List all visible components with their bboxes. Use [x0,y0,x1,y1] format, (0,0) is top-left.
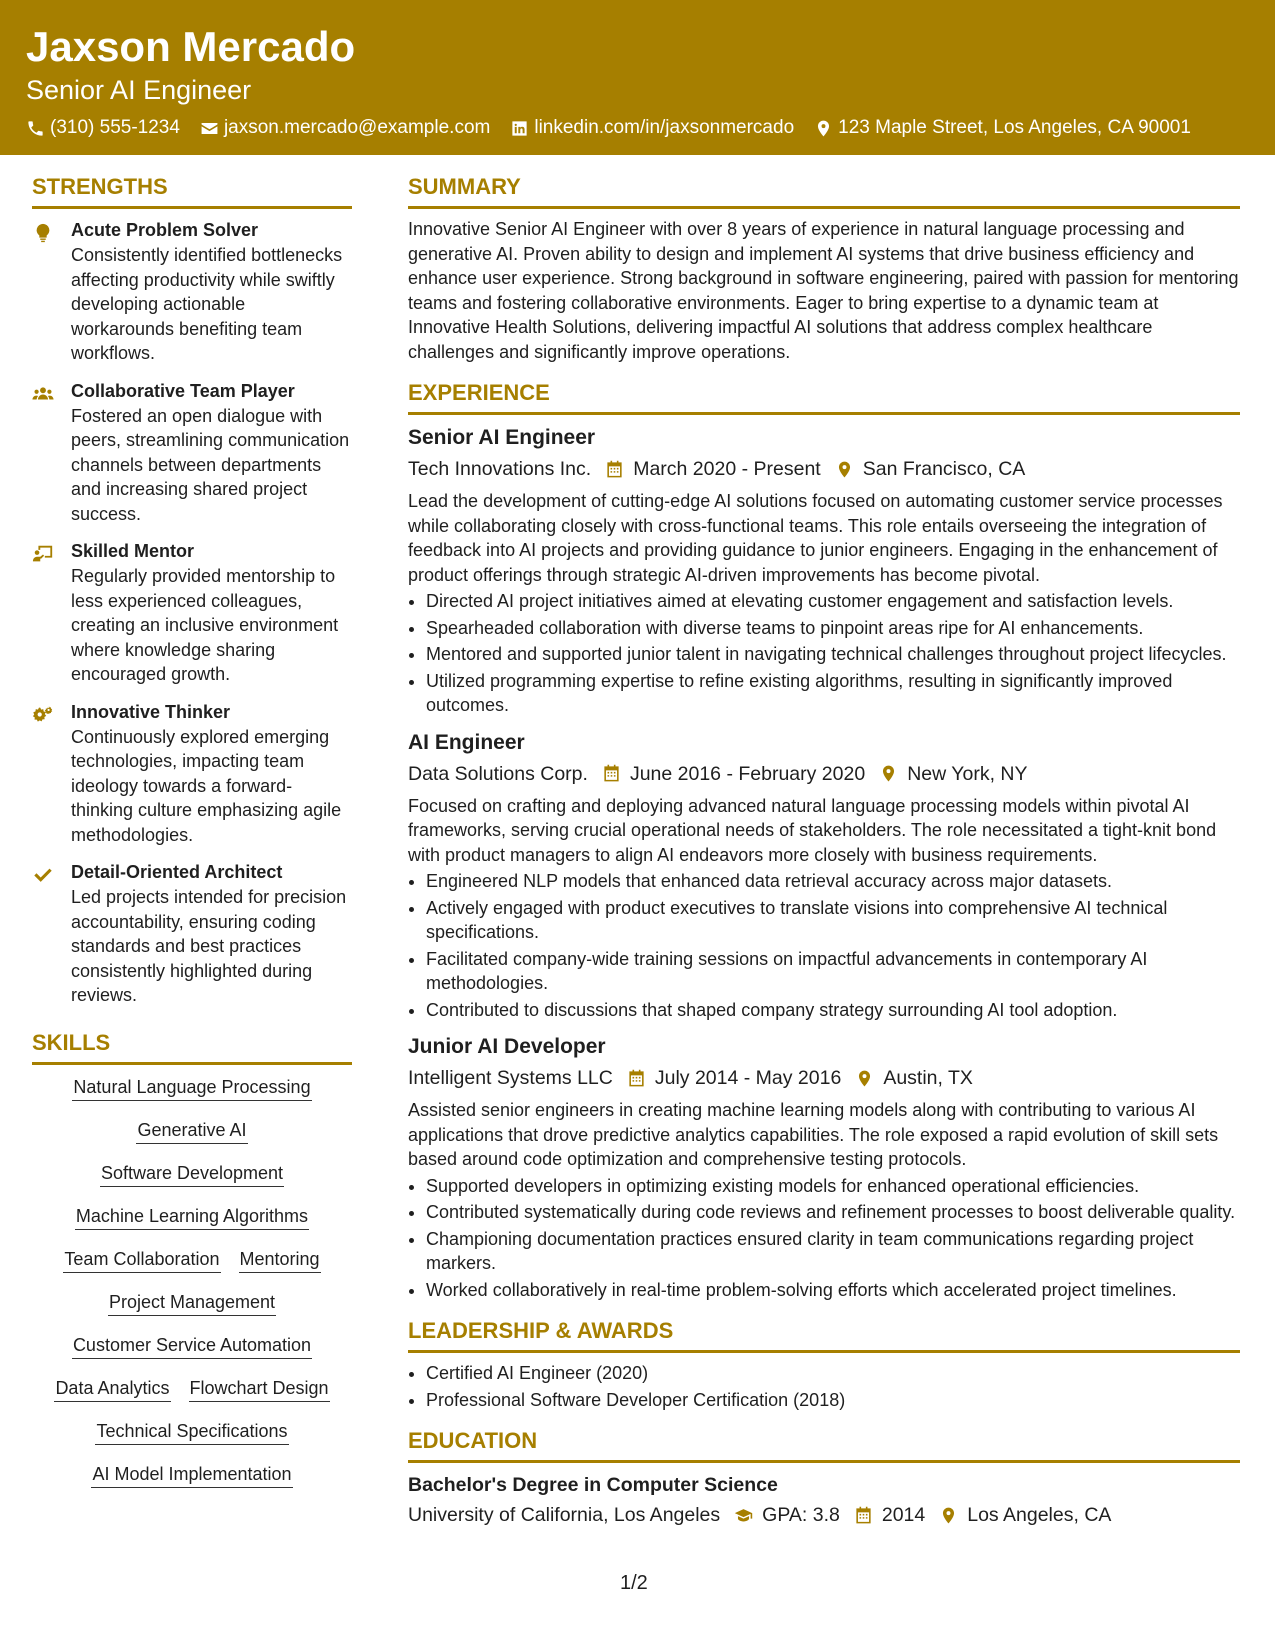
job-meta [408,453,1240,485]
skill-tag: Team Collaboration [63,1247,220,1273]
list-item: • Worked collaboratively in real-time problem-solving efforts which accelerated project timelines. [426,1278,1240,1303]
lightbulb-icon [32,222,54,244]
strength-item [32,699,352,848]
strength-item [32,538,352,687]
skill-row [100,1161,284,1187]
job-location: San Francisco, CA [862,458,1026,480]
strength-title: Acute Problem Solver [71,220,259,240]
linkedin-icon [510,119,529,138]
skills-heading: SKILLS [32,1029,111,1055]
education-divider [408,1460,1240,1463]
school-name: University of California, Los Angeles [408,1504,721,1526]
chalkboard-teacher-icon [32,543,54,565]
list-item: • Spearheaded collaboration with diverse teams to pinpoint areas ripe for AI enhancements. [426,616,1240,641]
degree-title: Bachelor's Degree in Computer Science [408,1474,778,1496]
company-name: Data Solutions Corp. [408,762,588,785]
list-item: • Certified AI Engineer (2020) [426,1361,1240,1386]
strength-item [32,859,352,1008]
gears-icon [32,704,54,726]
contact-phone [26,114,180,142]
calendar-icon [854,1506,873,1525]
leadership-divider [408,1350,1240,1353]
experience-divider [408,412,1240,415]
summary-divider [408,206,1240,209]
strength-item [32,217,352,366]
contact-email[interactable] [200,114,490,142]
map-pin-icon [835,460,854,479]
address-text: 123 Maple Street, Los Angeles, CA 90001 [838,117,1191,138]
leadership-heading: LEADERSHIP & AWARDS [408,1318,674,1343]
contact-linkedin[interactable] [510,114,794,142]
job-dates: June 2016 - February 2020 [629,762,866,785]
job-description: Focused on crafting and deploying advanced natural language processing models within pivotal AI frameworks, serving crucial operational needs of stakeholders. The role necessitated a tight-knit bond with product managers to align AI endeavors more closely with business requirements. [408,795,1217,865]
strength-desc: Regularly provided mentorship to less experienced colleagues, creating an inclusive environment where knowledge sharing encouraged growth. [71,566,339,684]
candidate-title: Senior AI Engineer [26,75,252,105]
company-name: Intelligent Systems LLC [408,1067,613,1089]
graduation-cap-icon [734,1506,753,1525]
job-entry [408,728,1240,1023]
summary-text: Innovative Senior AI Engineer with over 8 years of experience in natural language processing and generative AI. Proven ability to design and implement AI systems that drive business efficiency and enhance user experience. Strong background in software engineering, paired with passion for mentoring teams and fostering collaborative environments. Eager to bring expertise to a dynamic team at Innovative Health Solutions, delivering impactful AI solutions that address complex healthcare challenges and significantly improve operations. [408,219,1239,362]
job-title: Junior AI Developer [408,1035,606,1058]
graduation-year: 2014 [881,1504,926,1526]
job-meta [408,1062,1240,1094]
candidate-name: Jaxson Mercado [26,23,356,70]
calendar-icon [602,764,621,783]
skill-row [63,1247,320,1273]
phone-text: (310) 555-1234 [50,117,180,138]
strengths-divider [32,206,352,209]
strengths-heading: STRENGTHS [32,174,168,199]
list-item: • Utilized programming expertise to refine existing algorithms, resulting in significantly improved outcomes. [426,669,1240,718]
right-column [408,172,1240,1535]
skill-row [108,1290,276,1316]
skill-row [72,1075,311,1101]
skill-tag: Generative AI [136,1118,247,1144]
checkmark-icon [32,864,54,886]
job-dates: July 2014 - May 2016 [654,1067,842,1089]
skills-list [32,1075,352,1505]
linkedin-link[interactable]: linkedin.com/in/jaxsonmercado [534,117,795,138]
strength-title: Innovative Thinker [71,701,231,722]
skill-row [136,1118,247,1144]
list-item: • Contributed systematically during code reviews and refinement processes to boost deliverable quality. [426,1200,1240,1225]
map-pin-icon [879,764,898,783]
map-pin-icon [814,119,833,138]
education-heading: EDUCATION [408,1428,538,1453]
experience-heading: EXPERIENCE [408,380,550,405]
strength-desc: Fostered an open dialogue with peers, streamlining communication channels between departments and increasing shared project success. [71,405,350,524]
job-meta [408,758,1240,790]
list-item: • Supported developers in optimizing existing models for enhanced operational efficiencies. [426,1174,1240,1199]
skill-tag: Flowchart Design [189,1376,330,1402]
skill-tag: Customer Service Automation [72,1333,312,1359]
contact-address [814,114,1191,142]
job-title: AI Engineer [408,730,525,754]
list-item: • Actively engaged with product executives to translate visions into comprehensive AI technical specifications. [426,896,1240,945]
list-item: • Professional Software Developer Certification (2018) [426,1388,1240,1413]
summary-heading: SUMMARY [408,174,521,199]
list-item: • Championing documentation practices ensured clarity in team communications regarding project markers. [426,1227,1240,1276]
job-bullets [408,589,1240,718]
skills-divider [32,1062,352,1065]
skill-row [75,1204,309,1230]
job-dates: March 2020 - Present [633,458,821,480]
education-location: Los Angeles, CA [967,1504,1112,1526]
list-item: • Contributed to discussions that shaped company strategy surrounding AI tool adoption. [426,998,1240,1023]
map-pin-icon [939,1506,958,1525]
skill-tag: Technical Specifications [95,1419,288,1445]
skill-row [72,1333,312,1359]
strength-desc: Led projects intended for precision accountability, ensuring coding standards and best practices consistently highlighted during reviews. [71,887,347,1005]
page-number: 1/2 [620,1572,648,1594]
resume-header [0,0,1275,155]
list-item: • Facilitated company-wide training sessions on impactful advancements in contemporary AI methodologies. [426,947,1240,996]
skill-tag: AI Model Implementation [91,1462,292,1488]
left-column [32,172,352,1505]
envelope-icon [200,119,219,138]
calendar-icon [627,1069,646,1088]
job-location: New York, NY [907,762,1028,785]
job-description: Lead the development of cutting-edge AI solutions focused on automating customer service processes while collaborating closely with cross-functional teams. This role entails overseeing the integration of feedback into AI projects and providing guidance to junior engineers. Engaging in the enhancement of product offerings through strategic AI-driven improvements has become pivotal. [408,491,1223,585]
strength-item [32,378,352,527]
skill-tag: Data Analytics [54,1376,170,1402]
skill-row [95,1419,288,1445]
strength-desc: Consistently identified bottlenecks affecting productivity while swiftly developing actionable workarounds benefiting team workflows. [71,245,343,363]
list-item: • Engineered NLP models that enhanced data retrieval accuracy across major datasets. [426,869,1240,894]
skill-row [54,1376,329,1402]
list-item: • Mentored and supported junior talent in navigating technical challenges throughout project lifecycles. [426,642,1240,667]
email-link[interactable]: jaxson.mercado@example.com [223,117,491,138]
skill-tag: Software Development [100,1161,284,1187]
company-name: Tech Innovations Inc. [408,458,592,480]
job-title: Senior AI Engineer [408,426,596,449]
strength-desc: Continuously explored emerging technologies, impacting team ideology towards a forward-thinking culture emphasizing agile methodologies. [71,726,342,845]
contact-list [26,114,1191,142]
gpa-text: GPA: 3.8 [762,1504,840,1526]
skill-row [91,1462,292,1488]
job-description: Assisted senior engineers in creating machine learning models along with contributing to various AI applications that drove predictive analytics capabilities. The role exposed a rapid evolution of skill sets based around code optimization and comprehensive testing protocols. [408,1100,1219,1169]
list-item: • Directed AI project initiatives aimed at elevating customer engagement and satisfaction levels. [426,589,1240,614]
phone-icon [26,119,45,138]
map-pin-icon [855,1069,874,1088]
calendar-icon [605,460,624,479]
job-entry [408,423,1240,718]
job-bullets [408,869,1240,1022]
strength-title: Skilled Mentor [71,541,195,561]
skill-tag: Project Management [108,1290,276,1316]
users-icon [32,383,54,405]
skill-tag: Natural Language Processing [72,1075,311,1101]
job-bullets [408,1174,1240,1303]
job-location: Austin, TX [883,1067,973,1089]
skill-tag: Machine Learning Algorithms [75,1204,309,1230]
education-meta [408,1499,1240,1531]
skill-tag: Mentoring [239,1247,321,1273]
strength-title: Detail-Oriented Architect [71,862,283,882]
job-entry [408,1032,1240,1302]
strength-title: Collaborative Team Player [71,380,295,401]
leadership-list [408,1361,1240,1412]
